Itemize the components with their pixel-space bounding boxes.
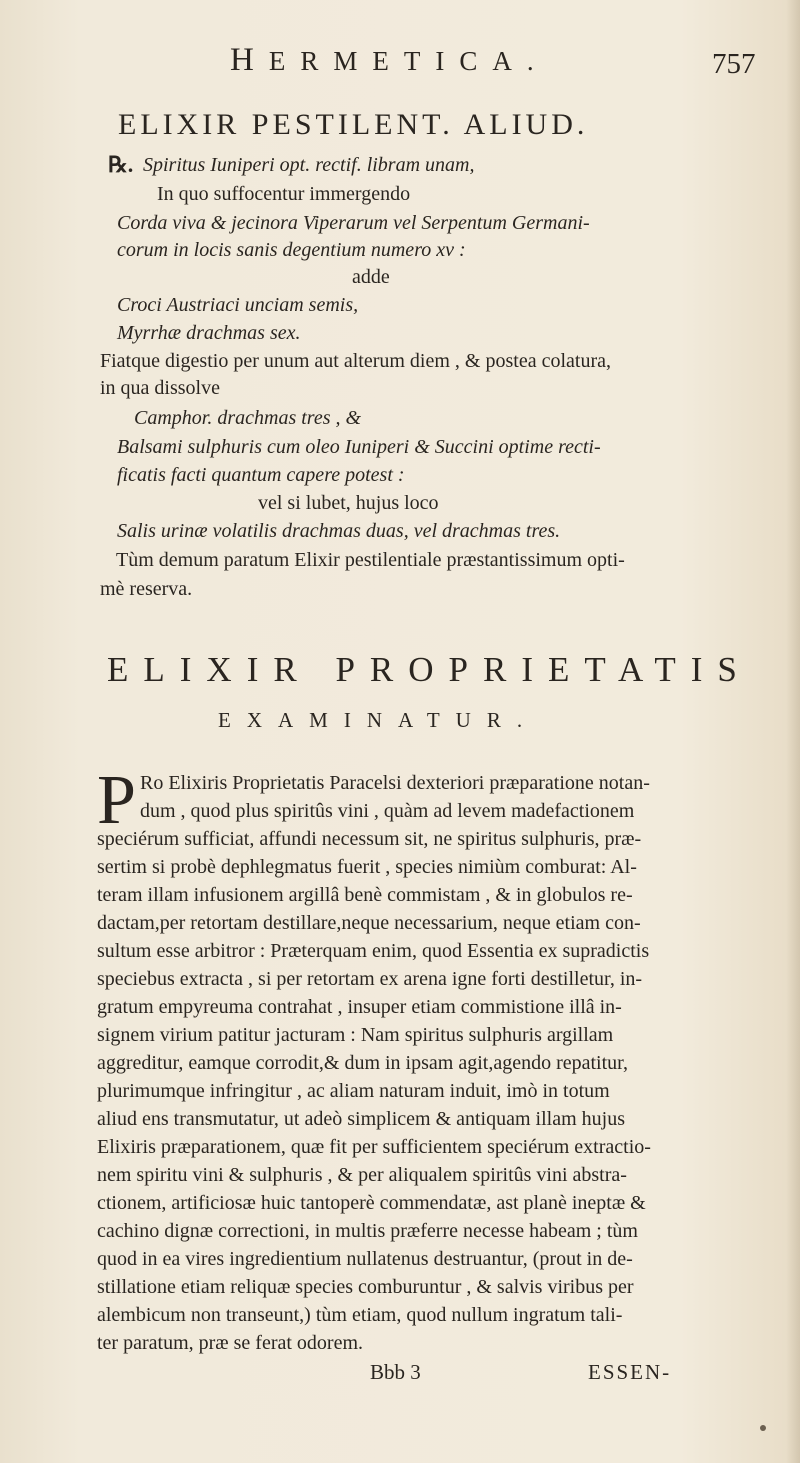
recipe-line: Salis urinæ volatilis drachmas duas, vel drachmas tres. — [117, 520, 561, 542]
body-line: aliud ens transmutatur, ut adeò simplicem & antiquam illam hujus — [97, 1108, 625, 1130]
body-line: stillatione etiam reliquæ species comburuntur , & salvis viribus per — [97, 1276, 634, 1298]
body-line: Elixiris præparationem, quæ fit per sufficientem speciérum extractio- — [97, 1136, 651, 1158]
section-subtitle: EXAMINATUR. — [218, 708, 539, 732]
page-edge-shadow — [786, 0, 800, 1463]
body-line: gratum empyreuma contrahat , insuper etiam commistione illâ in- — [97, 996, 622, 1018]
body-line: nem spiritu vini & sulphuris , & per aliqualem spiritûs vini abstra- — [97, 1164, 627, 1186]
recipe-line: in qua dissolve — [100, 377, 220, 399]
body-line: aggreditur, eamque corrodit,& dum in ipsam agit,agendo repatitur, — [97, 1052, 629, 1074]
recipe-line: mè reserva. — [100, 578, 193, 600]
running-head-initial: H — [230, 42, 269, 78]
body-line: cachino dignæ correctioni, in multis præferre necesse habeam ; tùm — [97, 1220, 638, 1242]
signature-mark: Bbb 3 — [370, 1360, 421, 1384]
recipe-line: In quo suffocentur immergendo — [157, 183, 411, 205]
recipe-line: Balsami sulphuris cum oleo Iuniperi & Succini optime recti- — [117, 436, 601, 458]
body-line: sertim si probè dephlegmatus fuerit , species nimiùm comburat: Al- — [97, 856, 637, 878]
catchword: ESSEN- — [588, 1360, 672, 1384]
drop-cap: P — [97, 762, 136, 839]
running-head — [230, 42, 549, 79]
body-line: dum , quod plus spiritûs vini , quàm ad levem madefactionem — [140, 800, 635, 822]
body-line: Ro Elixiris Proprietatis Paracelsi dexteriori præparatione notan- — [140, 772, 650, 794]
recipe-line: Tùm demum paratum Elixir pestilentiale præstantissimum opti- — [116, 549, 625, 571]
recipe-line: Camphor. drachmas tres , & — [134, 407, 362, 429]
body-line: plurimumque infringitur , ac aliam naturam induit, imò in totum — [97, 1080, 610, 1102]
running-head-text: ERMETICA. — [268, 46, 549, 76]
recipe-line: Croci Austriaci unciam semis, — [117, 294, 359, 316]
page-number: 757 — [712, 48, 756, 80]
ink-spot — [760, 1425, 766, 1431]
recipe-line: vel si lubet, hujus loco — [258, 492, 439, 514]
recipe-line: ficatis facti quantum capere potest : — [117, 464, 405, 486]
recipe-line: corum in locis sanis degentium numero xv : — [117, 239, 466, 261]
section-title-elixir-pestilent: ELIXIR PESTILENT. ALIUD. — [118, 108, 589, 141]
recipe-line: Myrrhæ drachmas sex. — [117, 322, 301, 344]
recipe-symbol: ℞. — [108, 152, 134, 177]
recipe-line: Spiritus Iuniperi opt. rectif. libram unam, — [143, 154, 475, 176]
recipe-line: adde — [352, 266, 390, 288]
body-line: ctionem, artificiosæ huic tantoperè commendatæ, ast planè ineptæ & — [97, 1192, 646, 1214]
body-line: teram illam infusionem argillâ benè commistam , & in globulos re- — [97, 884, 633, 906]
body-line: quod in ea vires ingredientium nullatenus destruantur, (prout in de- — [97, 1248, 633, 1270]
body-line: dactam,per retortam destillare,neque necessarium, neque etiam con- — [97, 912, 641, 934]
body-line: speciérum sufficiat, affundi necessum sit, ne spiritus sulphuris, præ- — [97, 828, 642, 850]
recipe-line: Corda viva & jecinora Viperarum vel Serpentum Germani- — [117, 212, 590, 234]
body-line: alembicum non transeunt,) tùm etiam, quod nullum ingratum tali- — [97, 1304, 623, 1326]
body-line: signem virium patitur jacturam : Nam spiritus sulphuris argillam — [97, 1024, 614, 1046]
body-line: speciebus extracta , si per retortam ex arena igne forti destilletur, in- — [97, 968, 643, 990]
body-line: ter paratum, præ se ferat odorem. — [97, 1332, 364, 1354]
section-title-elixir-proprietatis: ELIXIR PROPRIETATIS — [107, 650, 752, 689]
recipe-line: Fiatque digestio per unum aut alterum diem , & postea colatura, — [100, 350, 611, 372]
body-line: sultum esse arbitror : Præterquam enim, quod Essentia ex supradictis — [97, 940, 650, 962]
